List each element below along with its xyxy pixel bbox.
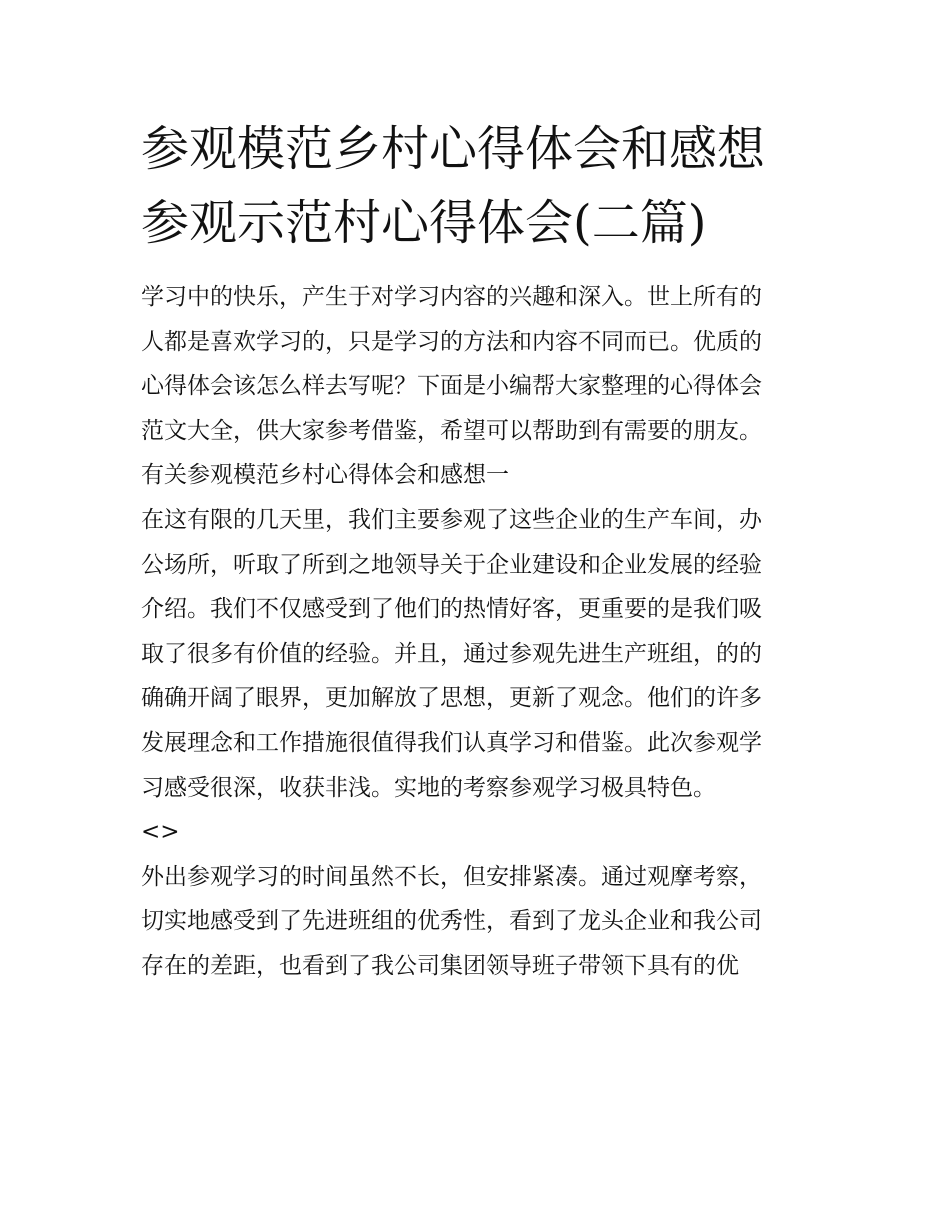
document-body [141, 275, 813, 989]
text-line: 切实地感受到了先进班组的优秀性，看到了龙头企业和我公司 [141, 908, 762, 935]
document-title [141, 112, 813, 260]
text-line: 确确开阔了眼界，更加解放了思想，更新了观念。他们的许多 [141, 685, 762, 712]
text-line: 公场所，听取了所到之地领导关于企业建设和企业发展的经验 [141, 551, 762, 578]
title-line: 参观示范村心得体会(二篇) [141, 195, 707, 251]
text-line: 外出参观学习的时间虽然不长，但安排紧凑。通过观摩考察， [141, 863, 762, 890]
text-line: 存在的差距，也看到了我公司集团领导班子带领下具有的优 [141, 952, 739, 979]
text-line: 心得体会该怎么样去写呢？下面是小编帮大家整理的心得体会 [141, 373, 762, 400]
document-content [141, 112, 813, 989]
title-line: 参观模范乡村心得体会和感想 [141, 121, 766, 177]
text-line: 学习中的快乐，产生于对学习内容的兴趣和深入。世上所有的 [141, 284, 762, 310]
text-line: 范文大全，供大家参考借鉴，希望可以帮助到有需要的朋友。 [141, 417, 762, 444]
intro-paragraph [141, 275, 813, 453]
text-line: 有关参观模范乡村心得体会和感想一 [141, 462, 509, 489]
text-line: 习感受很深，收获非浅。实地的考察参观学习极具特色。 [141, 774, 716, 801]
text-line: 在这有限的几天里，我们主要参观了这些企业的生产车间，办 [141, 506, 762, 533]
body-paragraph [141, 498, 813, 810]
text-line: 人都是喜欢学习的，只是学习的方法和内容不同而已。优质的 [141, 328, 762, 355]
placeholder-marker [141, 810, 813, 855]
body-paragraph [141, 855, 813, 989]
text-line: <> [141, 819, 180, 846]
text-line: 取了很多有价值的经验。并且，通过参观先进生产班组，的的 [141, 640, 762, 667]
section-heading [141, 453, 813, 498]
text-line: 介绍。我们不仅感受到了他们的热情好客，更重要的是我们吸 [141, 596, 762, 623]
text-line: 发展理念和工作措施很值得我们认真学习和借鉴。此次参观学 [141, 729, 762, 756]
